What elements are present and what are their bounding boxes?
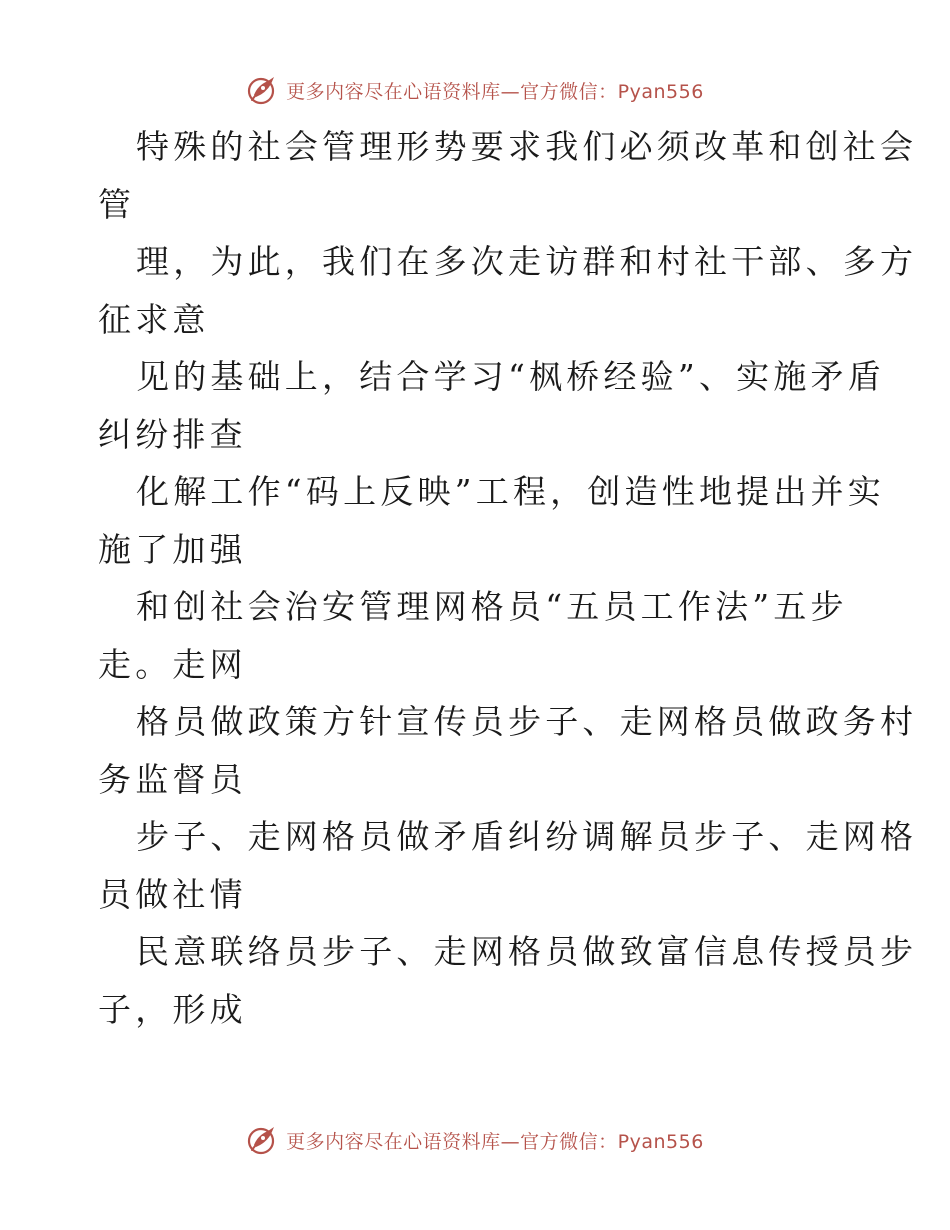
paragraph-line-wrap: 纠纷排查 [98, 414, 247, 454]
watermark-text [286, 77, 704, 104]
watermark-label: 更多内容尽在心语资料库—官方微信： [286, 80, 618, 103]
paragraph-line: 步子、走网格员做矛盾纠纷调解员步子、走网格 [136, 817, 918, 856]
paragraph [98, 693, 918, 808]
paragraph [98, 233, 918, 348]
footer-watermark [0, 1122, 950, 1158]
document-body [98, 118, 918, 1038]
paragraph [98, 808, 918, 923]
watermark-text [286, 1127, 704, 1154]
paragraph-line-wrap: 管 [98, 184, 136, 224]
paragraph [98, 578, 858, 693]
paragraph [98, 463, 885, 578]
watermark-label: 更多内容尽在心语资料库—官方微信： [286, 1130, 618, 1153]
watermark-handle: Pyan556 [617, 80, 704, 103]
paragraph [98, 923, 918, 1038]
header-watermark [0, 72, 950, 108]
paragraph-line: 格员做政策方针宣传员步子、走网格员做政务村 [136, 702, 918, 741]
paragraph-line: 特殊的社会管理形势要求我们必须改革和创社会 [136, 127, 918, 166]
paragraph-line-wrap: 征求意 [98, 299, 210, 339]
paragraph-line: 见的基础上，结合学习“枫桥经验”、实施矛盾 [136, 357, 885, 396]
paragraph [98, 348, 885, 463]
paragraph [98, 118, 918, 233]
paragraph-line: 民意联络员步子、走网格员做致富信息传授员步 [136, 932, 918, 971]
paragraph-line-wrap: 施了加强 [98, 529, 247, 569]
pen-nib-logo-icon [246, 73, 280, 107]
paragraph-line: 和创社会治安管理网格员“五员工作法”五步 [136, 587, 848, 626]
paragraph-line-wrap: 走。走网 [98, 644, 247, 684]
paragraph-line: 理，为此，我们在多次走访群和村社干部、多方 [136, 242, 918, 281]
pen-nib-logo-icon [246, 1123, 280, 1157]
watermark-handle: Pyan556 [617, 1130, 704, 1153]
paragraph-line-wrap: 务监督员 [98, 759, 247, 799]
paragraph-line-wrap: 子，形成 [98, 989, 247, 1029]
paragraph-line-wrap: 员做社情 [98, 874, 247, 914]
paragraph-line: 化解工作“码上反映”工程，创造性地提出并实 [136, 472, 885, 511]
